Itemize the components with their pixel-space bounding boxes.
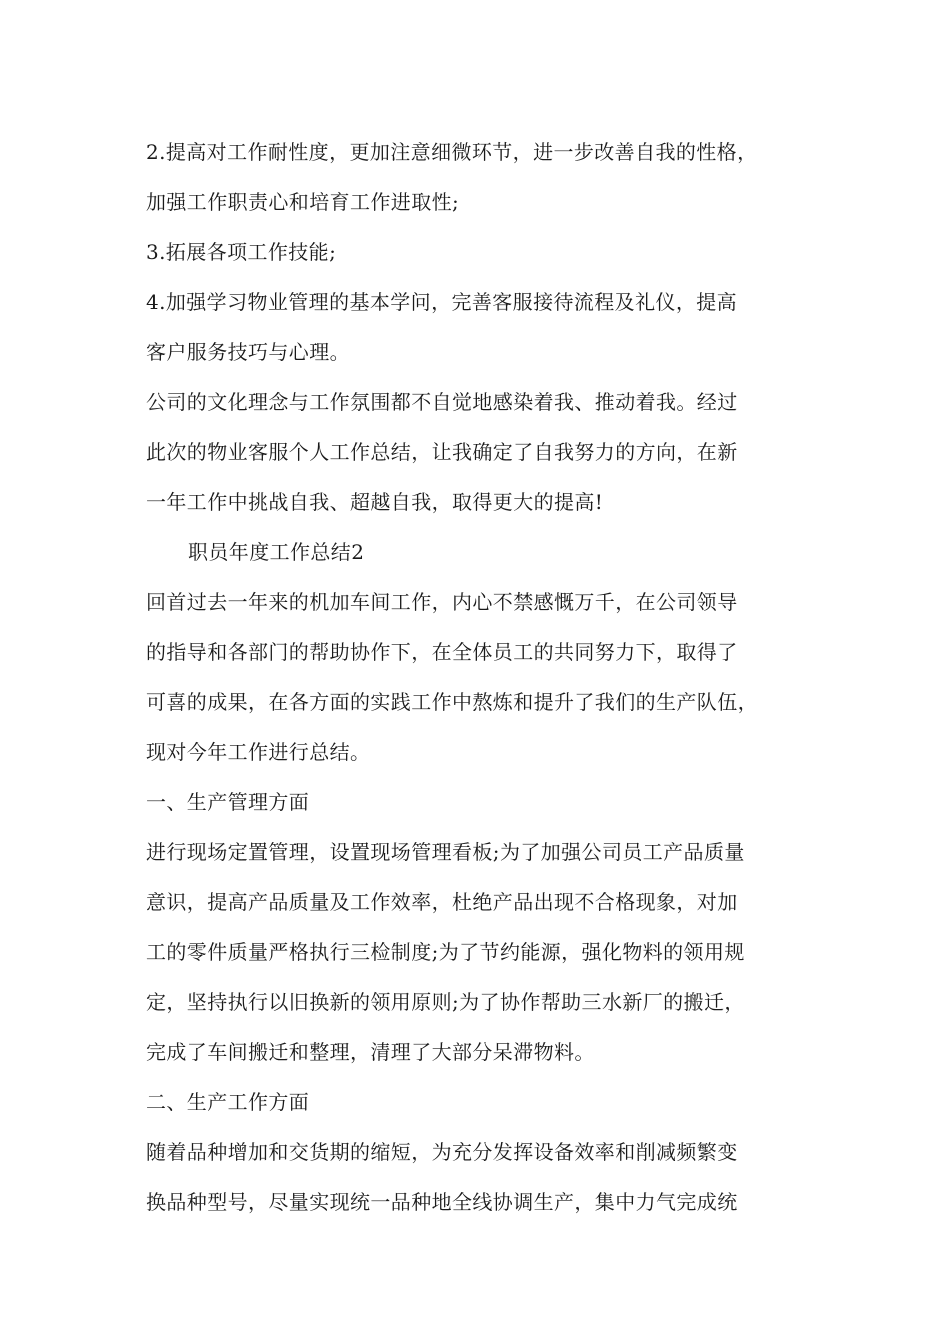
text-line: 一年工作中挑战自我、超越自我，取得更大的提高! <box>146 490 604 514</box>
text-line: 公司的文化理念与工作氛围都不自觉地感染着我、推动着我。经过 <box>146 390 738 414</box>
text-line: 3.拓展各项工作技能; <box>146 240 337 264</box>
text-line: 完成了车间搬迁和整理，清理了大部分呆滞物料。 <box>146 1040 595 1064</box>
text-line: 现对今年工作进行总结。 <box>146 740 371 764</box>
text-line: 客户服务技巧与心理。 <box>146 340 350 364</box>
section-heading: 职员年度工作总结2 <box>188 540 365 564</box>
text-line: 换品种型号，尽量实现统一品种地全线协调生产，集中力气完成统 <box>146 1190 738 1214</box>
subsection-heading: 二、生产工作方面 <box>146 1090 310 1114</box>
text-line: 工的零件质量严格执行三检制度;为了节约能源，强化物料的领用规 <box>146 940 745 964</box>
text-line: 意识，提高产品质量及工作效率，杜绝产品出现不合格现象，对加 <box>146 890 738 914</box>
text-line: 可喜的成果，在各方面的实践工作中熬炼和提升了我们的生产队伍， <box>146 690 758 714</box>
text-line: 加强工作职责心和培育工作进取性; <box>146 190 460 214</box>
text-line: 随着品种增加和交货期的缩短，为充分发挥设备效率和削减频繁变 <box>146 1140 738 1164</box>
text-line: 回首过去一年来的机加车间工作，内心不禁感慨万千，在公司领导 <box>146 590 738 614</box>
text-line: 的指导和各部门的帮助协作下，在全体员工的共同努力下，取得了 <box>146 640 738 664</box>
text-line: 此次的物业客服个人工作总结，让我确定了自我努力的方向，在新 <box>146 440 738 464</box>
text-line: 4.加强学习物业管理的基本学问，完善客服接待流程及礼仪，提高 <box>146 290 738 314</box>
text-line: 2.提高对工作耐性度，更加注意细微环节，进一步改善自我的性格， <box>146 140 758 164</box>
text-line: 定，坚持执行以旧换新的领用原则;为了协作帮助三水新厂的搬迁， <box>146 990 745 1014</box>
subsection-heading: 一、生产管理方面 <box>146 790 310 814</box>
text-line: 进行现场定置管理，设置现场管理看板;为了加强公司员工产品质量 <box>146 840 745 864</box>
